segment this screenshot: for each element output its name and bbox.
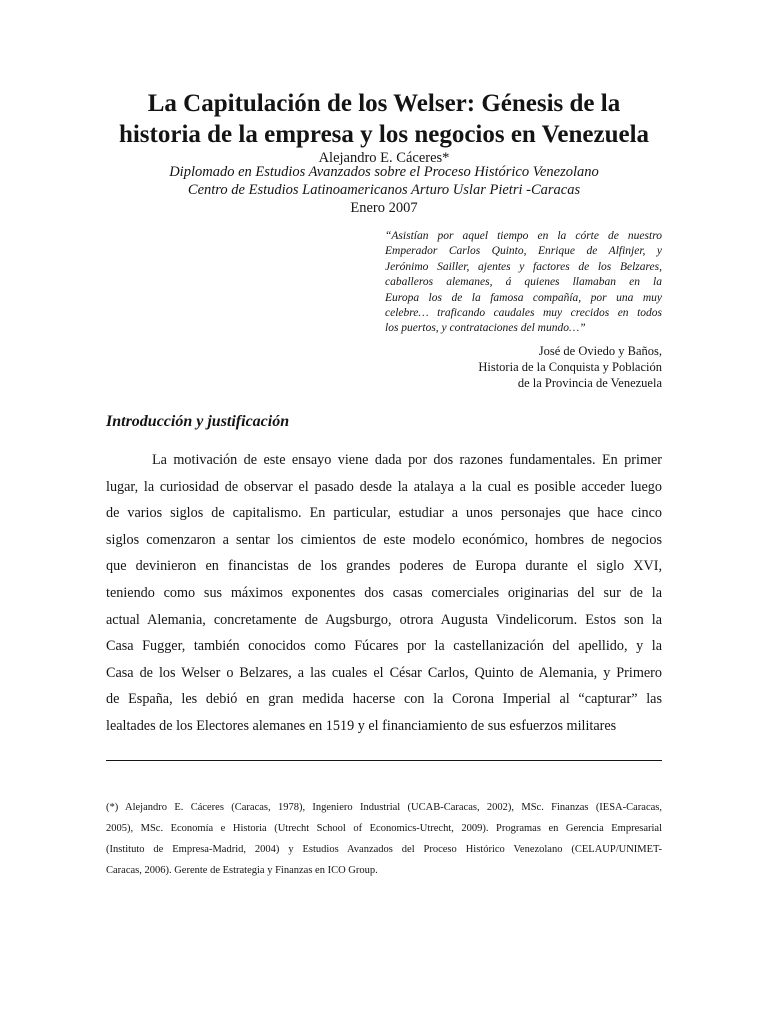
footnote-line: (*) Alejandro E. Cáceres (Caracas, 1978), Ingeniero Industrial (UCAB-Caracas, 2002), MSc. Finanzas (IESA-Caracas, — [106, 802, 662, 813]
body-line: actual Alemania, concretamente de Augsburgo, otrora Augusta Vindelicorum. Estos son la — [106, 611, 662, 628]
author-affiliation: Centro de Estudios Latinoamericanos Arturo Uslar Pietri -Caracas — [187, 182, 581, 198]
epigraph-line: Europa los de la famosa compañía, por una muy — [385, 291, 662, 304]
body-line: lealtades de los Electores alemanes en 1519 y el financiamiento de sus esfuerzos militares — [106, 717, 617, 734]
body-line: de España, les debió en gran medida hacerse con la Corona Imperial al “capturar” las — [106, 691, 662, 708]
author-affiliation: Diplomado en Estudios Avanzados sobre el Proceso Histórico Venezolano — [169, 164, 599, 180]
body-paragraph — [106, 447, 662, 740]
epigraph-attribution — [400, 344, 662, 391]
body-line: Casa de los Welser o Belzares, a las cuales el César Carlos, Quinto de Alemania, y Primero — [106, 664, 662, 681]
body-line: siglos comenzaron a sentar los cimientos de este modelo económico, hombres de negocios — [106, 531, 662, 548]
body-line: teniendo como sus máximos exponentes dos casas comerciales originarias del sur de la — [106, 584, 662, 601]
title-line: historia de la empresa y los negocios en Venezuela — [118, 121, 650, 148]
epigraph-line: celebre… traficando caudales muy crecidos en todos — [385, 307, 662, 320]
footnote-line: 2005), MSc. Economía e Historia (Utrecht School of Economics-Utrecht, 2009). Programas en Gerencia Empresarial — [106, 823, 662, 834]
epigraph-line: caballeros alemanes, á quienes llamaban en la — [385, 276, 662, 289]
footnote-divider — [106, 760, 662, 761]
author-name: Alejandro E. Cáceres* — [318, 150, 450, 166]
attribution-line: de la Provincia de Venezuela — [517, 375, 662, 390]
attribution-line: Historia de la Conquista y Población — [478, 359, 662, 374]
epigraph-quote — [385, 229, 662, 337]
footnote-line: Caracas, 2006). Gerente de Estrategia y Finanzas en ICO Group. — [106, 865, 378, 876]
body-line: Casa Fugger, también conocidos como Fúcares por la castellanización del apellido, y la — [106, 638, 662, 655]
document-title — [100, 88, 668, 150]
footnote-line: (Instituto de Empresa-Madrid, 2004) y Estudios Avanzados del Proceso Histórico Venezolano (CELAUP/UNIMET- — [106, 844, 662, 855]
footnote — [106, 797, 662, 881]
attribution-line: José de Oviedo y Baños, — [538, 344, 662, 358]
title-line: La Capitulación de los Welser: Génesis de la — [147, 90, 621, 117]
body-line: lugar, la curiosidad de observar el pasado desde la atalaya a la cual es posible acceder luego — [106, 478, 662, 495]
epigraph-line: “Asistían por aquel tiempo en la córte de nuestro — [385, 230, 662, 242]
body-line: La motivación de este ensayo viene dada por dos razones fundamentales. En primer — [152, 452, 662, 468]
body-line: que devinieron en financistas de los grandes poderes de Europa durante el siglo XVI, — [106, 558, 662, 575]
body-line: de varios siglos de capitalismo. En particular, estudiar a unos personajes que hace cinco — [106, 505, 662, 522]
section-heading: Introducción y justificación — [106, 413, 290, 430]
epigraph-line: Jerónimo Sailler, ajentes y factores de los Belzares, — [385, 260, 662, 273]
epigraph-line: Emperador Carlos Quinto, Enrique de Alfinjer, y — [385, 245, 662, 258]
document-date: Enero 2007 — [350, 200, 418, 216]
epigraph-line: los puertos, y contrataciones del mundo…” — [385, 322, 586, 335]
